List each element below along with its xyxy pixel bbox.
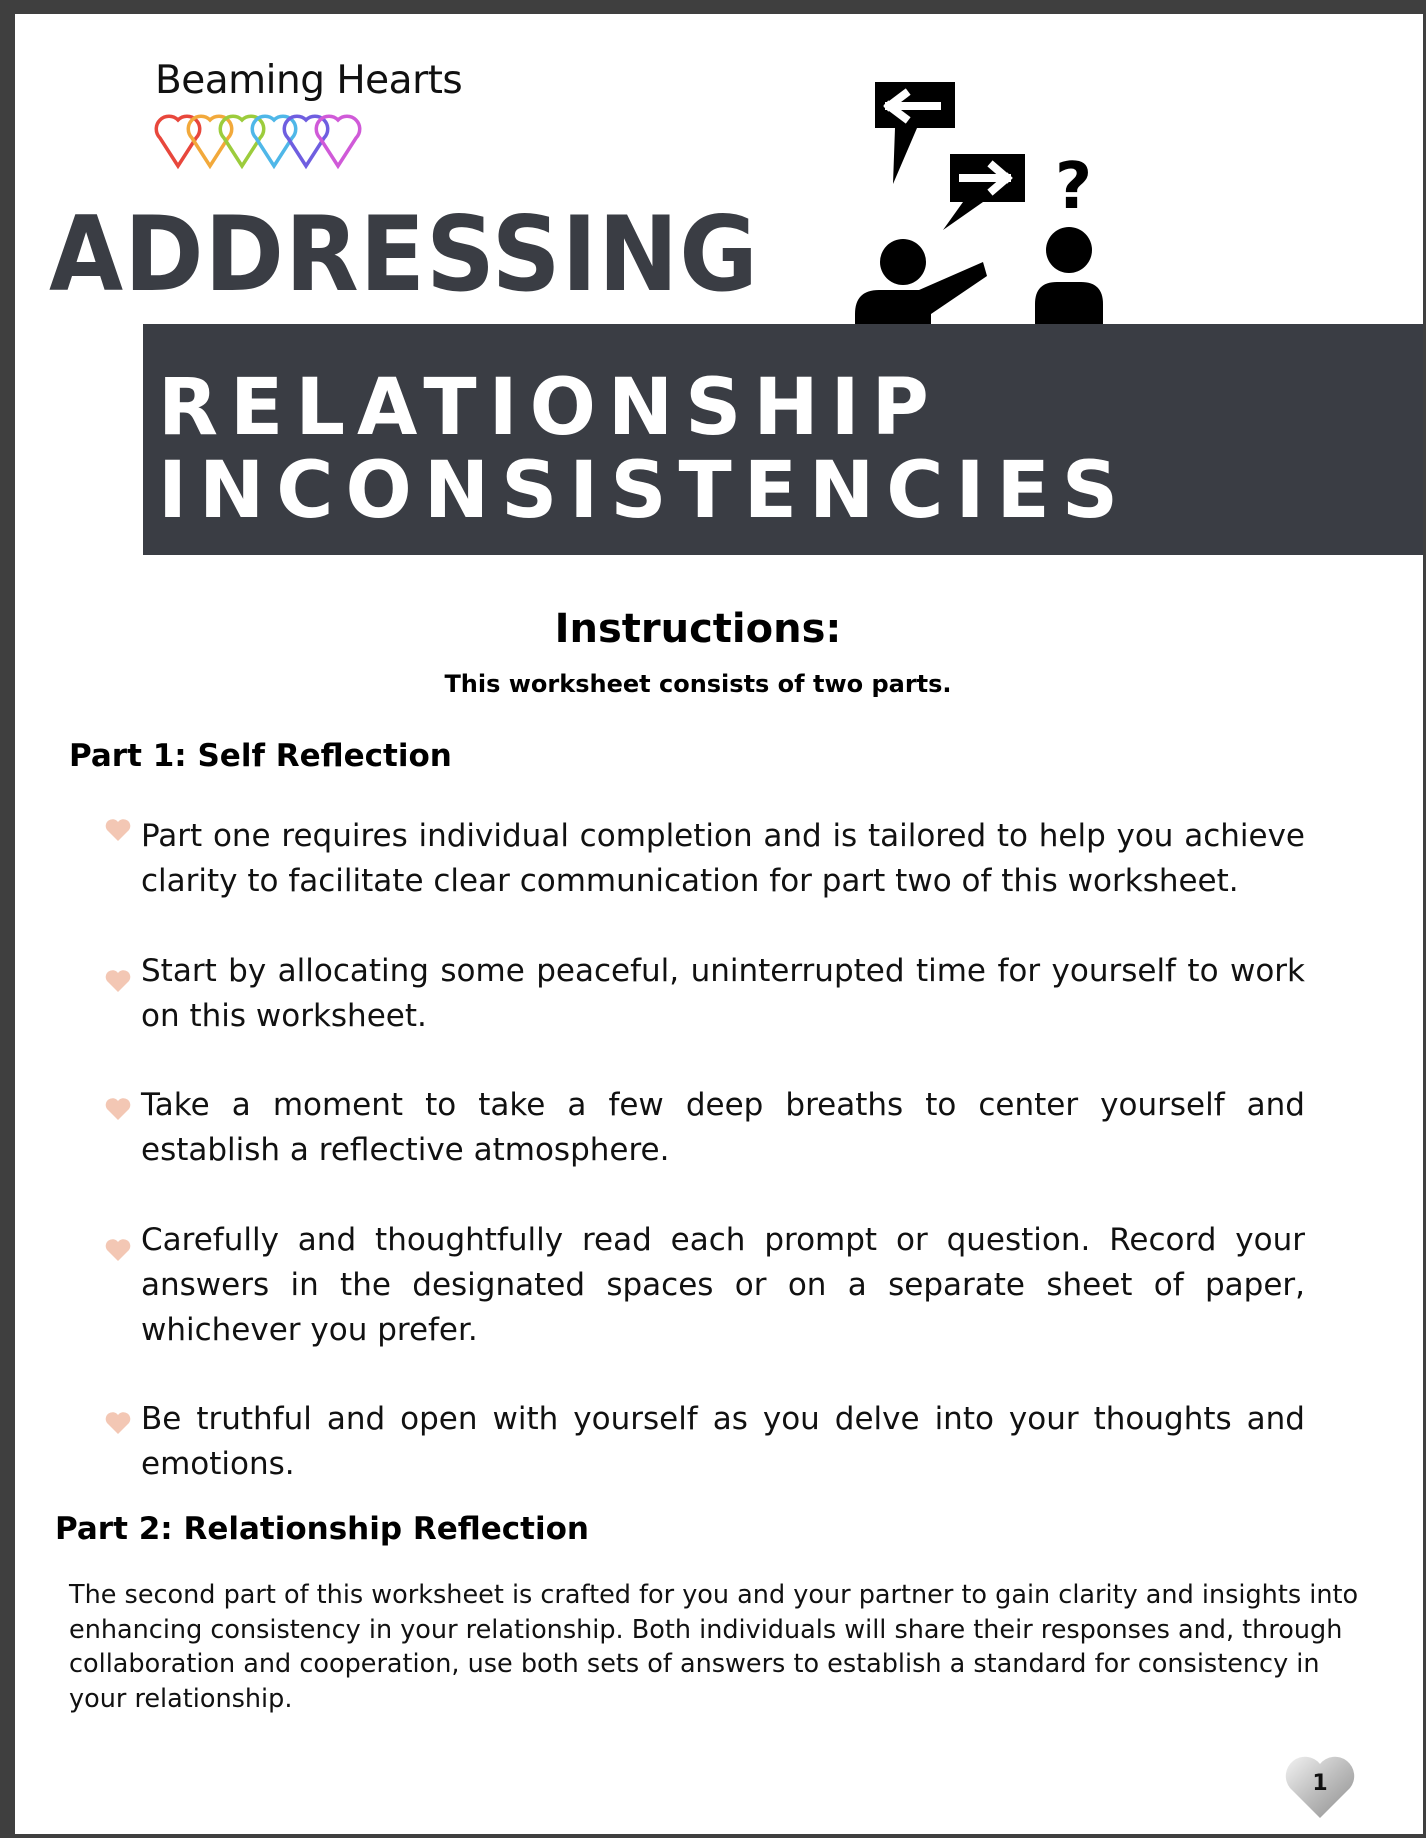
title-addressing: ADDRESSING xyxy=(49,195,759,315)
title-relationship: RELATIONSHIP xyxy=(158,363,941,453)
worksheet-page xyxy=(15,14,1423,1834)
bullet-text: Be truthful and open with yourself as you delve into your thoughts and emotions. xyxy=(141,1401,1305,1482)
bullet-text: Part one requires individual completion and is tailored to help you achieve clarity to facilitate clear communication for part two of this worksheet. xyxy=(141,818,1305,899)
brand-name: Beaming Hearts xyxy=(155,58,463,103)
part2-heading: Part 2: Relationship Reflection xyxy=(55,1511,589,1547)
heart-bullet-icon xyxy=(105,969,131,993)
heart-bullet-icon xyxy=(105,818,131,842)
rainbow-hearts-logo-icon xyxy=(153,110,365,172)
svg-text:?: ? xyxy=(1055,150,1093,224)
heart-bullet-icon xyxy=(105,1411,131,1435)
heart-bullet-icon xyxy=(105,1097,131,1121)
part2-paragraph: The second part of this worksheet is crafted for you and your partner to gain clarity and insights into enhancing consistency in your relationship. Both individuals will share their responses and, through collaboration and cooperation, use both sets of answers to establish a standard for consistency in your relationship. xyxy=(69,1580,1359,1714)
logo-heart xyxy=(316,116,359,166)
title-band xyxy=(143,324,1423,555)
heart-bullet-icon xyxy=(105,1238,131,1262)
title-inconsistencies: INCONSISTENCIES xyxy=(158,446,1130,536)
instructions-subheading: This worksheet consists of two parts. xyxy=(444,670,952,698)
bullet-text: Carefully and thoughtfully read each prompt or question. Record your answers in the designated spaces or on a separate sheet of paper, whichever you prefer. xyxy=(141,1222,1305,1348)
bullet-text: Take a moment to take a few deep breaths to center yourself and establish a reflective atmosphere. xyxy=(141,1087,1305,1168)
page-number: 1 xyxy=(1312,1771,1328,1796)
bullet-text: Start by allocating some peaceful, uninterrupted time for yourself to work on this worksheet. xyxy=(141,953,1305,1034)
instructions-heading: Instructions: xyxy=(554,606,842,652)
part1-heading: Part 1: Self Reflection xyxy=(69,738,452,774)
conversation-icon xyxy=(855,82,1115,340)
